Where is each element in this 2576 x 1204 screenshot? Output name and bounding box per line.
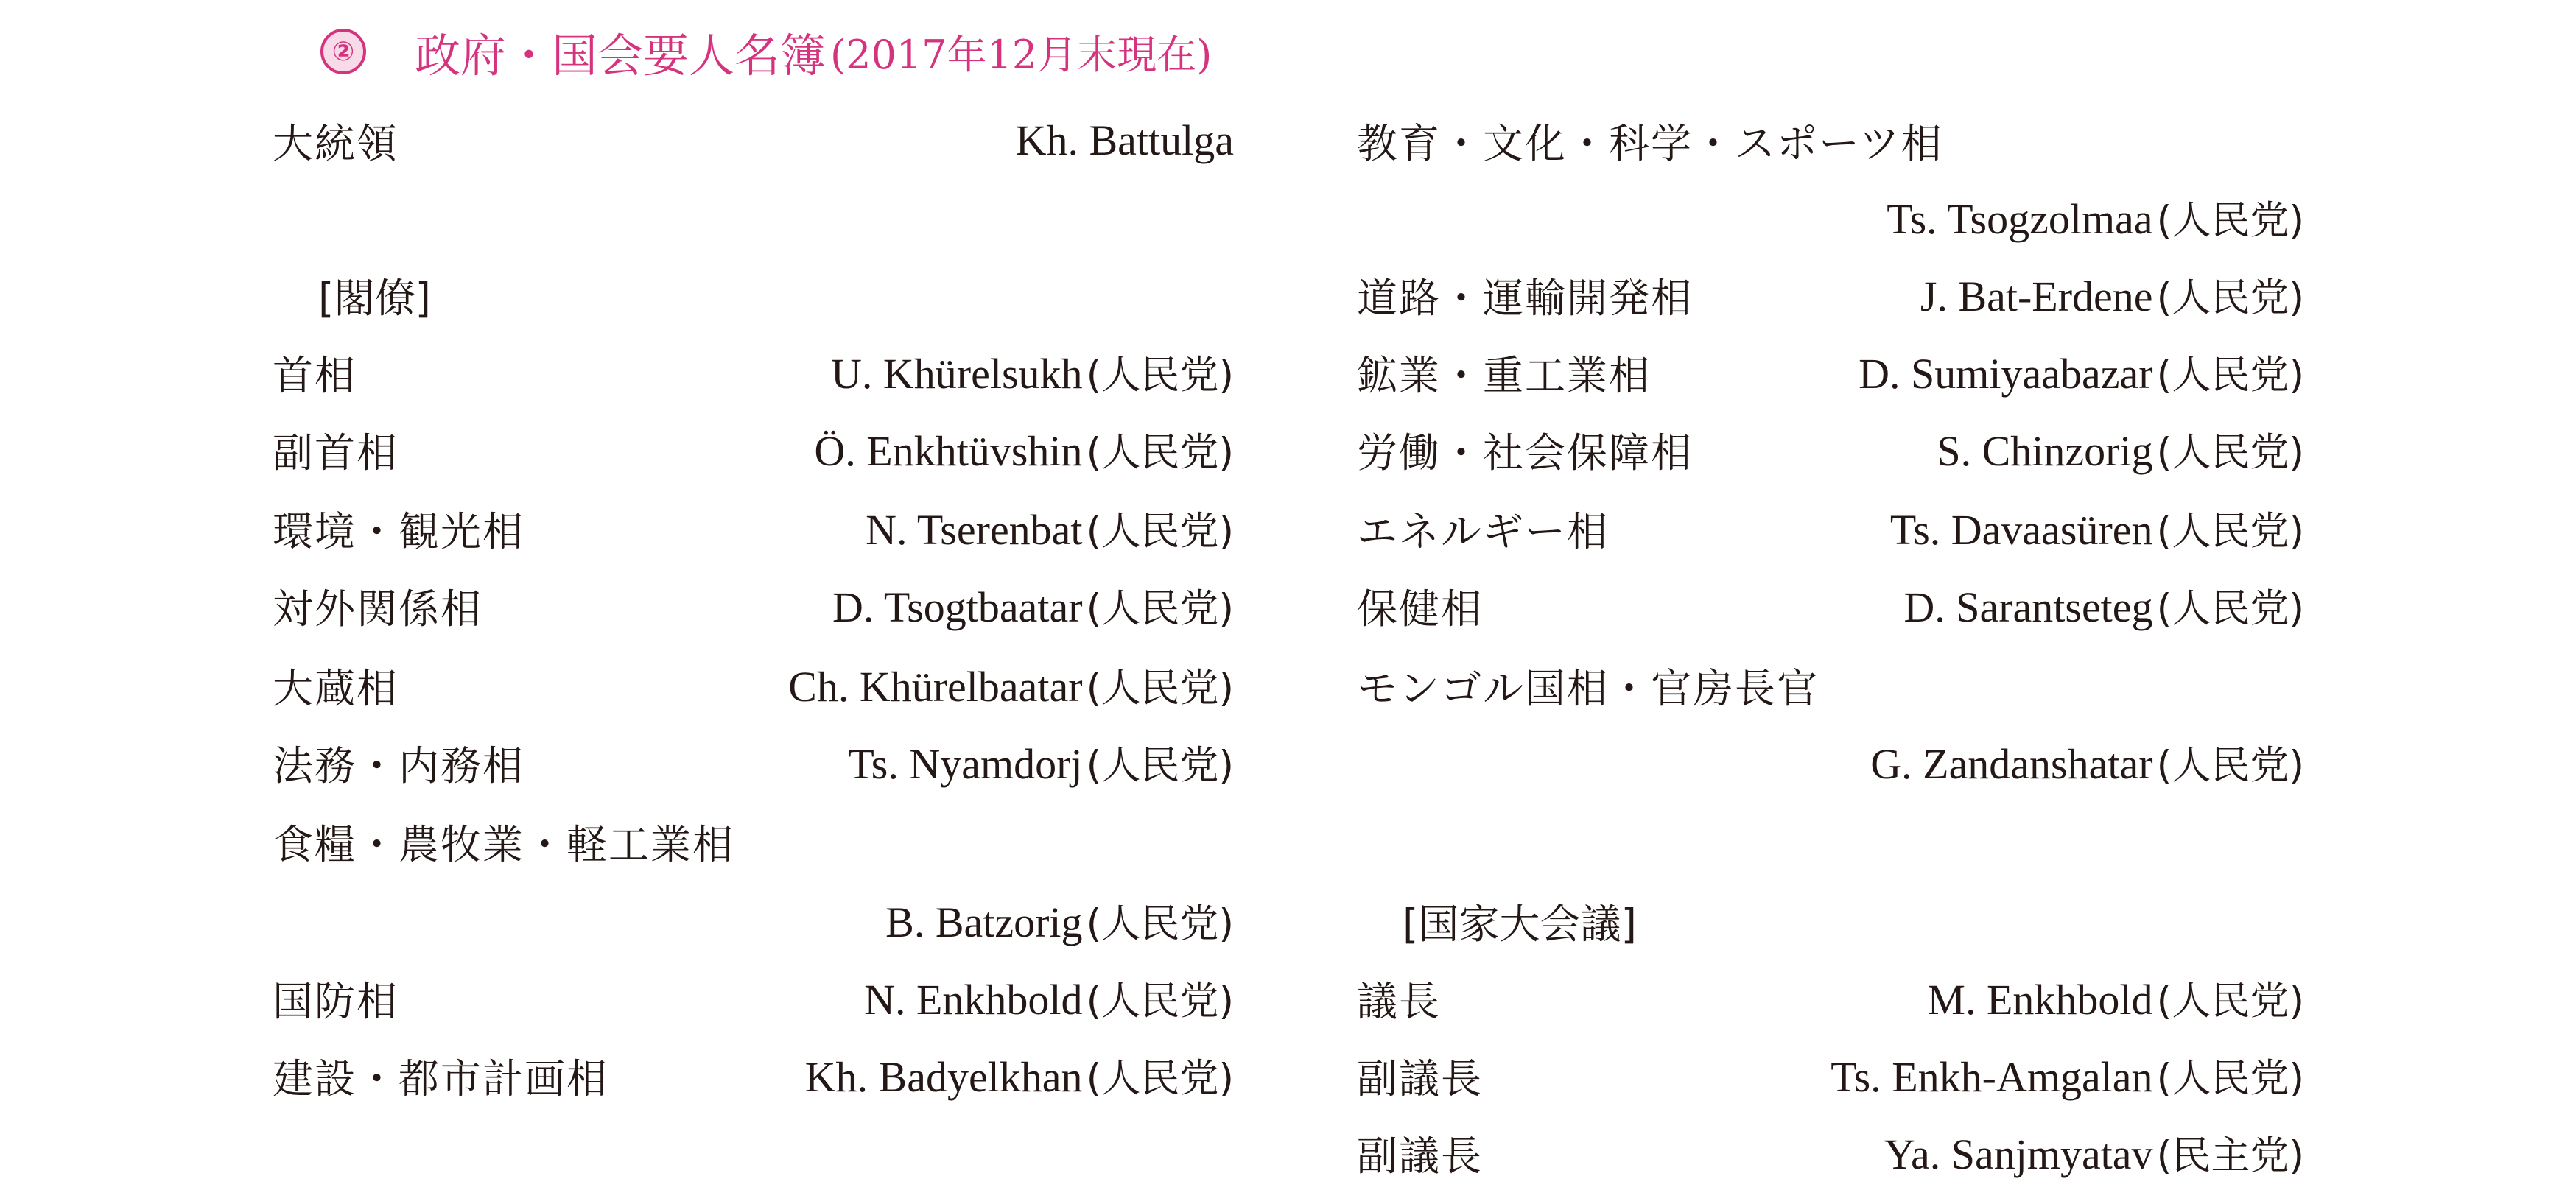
person-name: N. Enkhbold <box>864 976 1083 1024</box>
person-name: Kh. Battulga <box>1015 116 1234 164</box>
person-name: Kh. Badyelkhan <box>804 1053 1083 1101</box>
party-label: (人民党) <box>1086 1056 1234 1101</box>
person <box>1887 189 2304 245</box>
role-title: 建設・都市計画相 <box>273 1055 609 1102</box>
party-label: (人民党) <box>2156 430 2304 475</box>
person <box>1937 421 2304 477</box>
section-date: (2017年12月末現在) <box>830 31 1212 78</box>
role-title: 大統領 <box>273 119 399 167</box>
person-name: B. Batzorig <box>885 898 1083 946</box>
person-name: D. Sumiyaabazar <box>1859 350 2153 398</box>
role-title: 教育・文化・科学・スポーツ相 <box>1357 119 1943 167</box>
person <box>805 1047 1234 1103</box>
person <box>1903 577 2304 633</box>
person-name: N. Tserenbat <box>866 506 1083 554</box>
official-row <box>1357 568 2304 642</box>
party-label: (人民党) <box>2156 586 2304 631</box>
party-label: (人民党) <box>1086 353 1234 398</box>
official-row <box>1357 258 2304 331</box>
official-row <box>273 1038 1234 1112</box>
person-name: M. Enkhbold <box>1927 976 2153 1024</box>
role-title: エネルギー相 <box>1357 507 1610 555</box>
role-title: 環境・観光相 <box>273 507 525 555</box>
official-title-row <box>273 804 1234 878</box>
party-label: (人民党) <box>2156 353 2304 398</box>
role-title: 対外関係相 <box>273 585 483 633</box>
parliament-heading-row <box>1357 884 2304 957</box>
party-label: (人民党) <box>2156 198 2304 243</box>
party-label: (人民党) <box>2156 1056 2304 1101</box>
person-name: Ö. Enkhtüvshin <box>814 427 1083 475</box>
role-title: 国防相 <box>273 977 399 1025</box>
official-row <box>273 491 1234 565</box>
person <box>864 970 1234 1026</box>
official-row <box>1357 1116 2304 1189</box>
role-title: 議長 <box>1357 977 1442 1025</box>
cabinet-heading: [閣僚] <box>318 274 431 322</box>
person <box>788 657 1234 713</box>
official-row <box>273 725 1234 799</box>
official-row <box>1357 491 2304 565</box>
person <box>1831 1047 2304 1103</box>
official-row <box>273 648 1234 722</box>
parliament-heading: [国家大会議] <box>1403 900 1637 948</box>
official-row <box>273 335 1234 409</box>
person <box>1016 116 1234 165</box>
role-title: モンゴル国相・官房長官 <box>1357 664 1819 712</box>
role-title: 法務・内務相 <box>273 742 525 789</box>
person <box>1859 344 2304 400</box>
official-row <box>273 568 1234 642</box>
role-title: 首相 <box>273 351 357 399</box>
person-name: G. Zandanshatar <box>1870 740 2153 788</box>
official-name-row <box>1357 725 2304 799</box>
role-title: 副議長 <box>1357 1055 1484 1102</box>
person <box>885 893 1234 948</box>
party-label: (人民党) <box>1086 430 1234 475</box>
section-title: 政府・国会要人名簿 <box>415 28 827 82</box>
person-name: Ch. Khürelbaatar <box>788 663 1083 711</box>
party-label: (人民党) <box>1086 743 1234 788</box>
person-name: Ts. Enkh-Amgalan <box>1831 1053 2153 1101</box>
person <box>1927 970 2304 1026</box>
person-name: S. Chinzorig <box>1937 427 2153 475</box>
president-row <box>273 103 1234 177</box>
person <box>1870 734 2304 790</box>
party-label: (人民党) <box>1086 666 1234 711</box>
official-row <box>273 412 1234 486</box>
person-name: U. Khürelsukh <box>831 350 1083 398</box>
party-label: (民主党) <box>2156 1133 2304 1178</box>
official-row <box>1357 412 2304 486</box>
party-label: (人民党) <box>2156 979 2304 1024</box>
role-title: 道路・運輸開発相 <box>1357 274 1694 322</box>
section-heading <box>320 15 1212 88</box>
person-name: D. Tsogtbaatar <box>832 583 1083 631</box>
party-label: (人民党) <box>2156 275 2304 320</box>
role-title: 食糧・農牧業・軽工業相 <box>273 820 735 868</box>
party-label: (人民党) <box>1086 979 1234 1024</box>
party-label: (人民党) <box>1086 901 1234 946</box>
official-title-row <box>1357 103 2304 177</box>
person-name: Ts. Davaasüren <box>1889 506 2153 554</box>
party-label: (人民党) <box>1086 586 1234 631</box>
role-title: 保健相 <box>1357 585 1484 633</box>
person-name: Ya. Sanjmyatav <box>1884 1130 2153 1178</box>
role-title: 副首相 <box>273 429 399 476</box>
person <box>814 421 1234 477</box>
role-title: 鉱業・重工業相 <box>1357 351 1652 399</box>
section-number-badge: ② <box>320 29 366 74</box>
official-row <box>1357 1038 2304 1112</box>
role-title: 労働・社会保障相 <box>1357 429 1694 476</box>
person-name: D. Sarantseteg <box>1903 583 2153 631</box>
official-row <box>1357 335 2304 409</box>
person <box>831 344 1234 400</box>
official-row <box>1357 961 2304 1035</box>
party-label: (人民党) <box>1086 509 1234 554</box>
cabinet-heading-row <box>273 258 1234 331</box>
role-title: 大蔵相 <box>273 664 399 712</box>
person-name: Ts. Nyamdorj <box>848 740 1083 788</box>
person <box>1920 267 2304 323</box>
person <box>1884 1124 2304 1180</box>
official-name-row <box>273 884 1234 957</box>
party-label: (人民党) <box>2156 509 2304 554</box>
official-row <box>273 961 1234 1035</box>
official-title-row <box>1357 648 2304 722</box>
person <box>1890 500 2304 556</box>
role-title: 副議長 <box>1357 1132 1484 1180</box>
person <box>832 577 1234 633</box>
official-name-row <box>1357 180 2304 254</box>
person <box>866 500 1234 556</box>
person-name: J. Bat-Erdene <box>1920 272 2153 320</box>
party-label: (人民党) <box>2156 743 2304 788</box>
person-name: Ts. Tsogzolmaa <box>1887 195 2153 243</box>
person <box>848 734 1234 790</box>
